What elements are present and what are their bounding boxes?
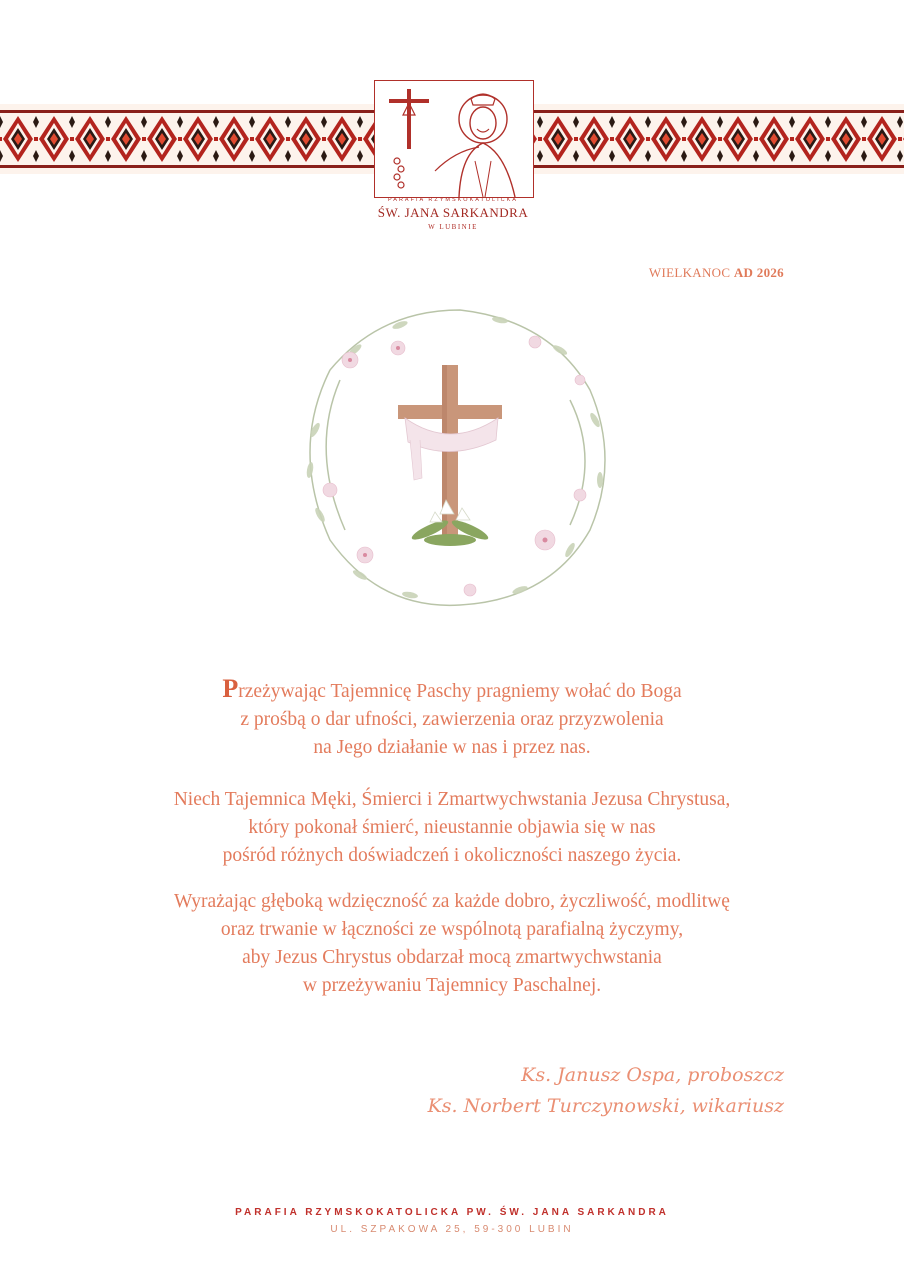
footer-address: UL. SZPAKOWA 25, 59-300 LUBIN	[330, 1224, 574, 1235]
signature-pastor: Ks. Janusz Ospa, proboszcz	[521, 1064, 784, 1086]
paragraph-3-line-1: Wyrażając głęboką wdzięczność za każde dobro, życzliwość, modlitwę	[174, 891, 730, 912]
paragraph-3-line-4: w przeżywaniu Tajemnicy Paschalnej.	[302, 975, 602, 996]
paragraph-1-line-1: Przeżywając Tajemnicę Paschy pragniemy wołać do Boga	[222, 674, 682, 703]
parish-logo	[374, 80, 534, 198]
logo-small-caption: PARAFIA RZYMSKOKATOLICKA	[388, 197, 518, 203]
cross-wreath-icon	[270, 290, 630, 620]
paragraph-1	[60, 675, 844, 762]
signature-vicar: Ks. Norbert Turczynowski, wikariusz	[427, 1095, 784, 1117]
date-year: AD 2026	[733, 265, 784, 280]
logo-location: W LUBINIE	[428, 223, 478, 231]
cross-wreath-illustration	[270, 290, 630, 620]
footer-parish-name: PARAFIA RZYMSKOKATOLICKA PW. ŚW. JANA SARKANDRA	[235, 1207, 669, 1218]
paragraph-3-line-2: oraz trwanie w łączności ze wspólnotą parafialną życzymy,	[220, 919, 684, 940]
date-line	[649, 265, 784, 281]
paragraph-2-line-3: pośród różnych doświadczeń i okoliczności naszego życia.	[222, 845, 682, 866]
paragraph-2-line-2: który pokonał śmierć, nieustannie objawia się w nas	[248, 817, 656, 838]
paragraph-2-line-1: Niech Tajemnica Męki, Śmierci i Zmartwychwstania Jezusa Chrystusa,	[173, 789, 731, 810]
saint-portrait-icon	[375, 81, 533, 197]
paragraph-3	[60, 888, 844, 1000]
date-prefix: WIELKANOC	[648, 265, 731, 280]
paragraph-1-line-2: z prośbą o dar ufności, zawierzenia oraz przyzwolenia	[240, 709, 664, 730]
paragraph-1-line-3: na Jego działanie w nas i przez nas.	[313, 737, 591, 758]
drop-initial: P	[222, 674, 239, 703]
logo-parish-name: ŚW. JANA SARKANDRA	[377, 205, 529, 220]
paragraph-3-line-3: aby Jezus Chrystus obdarzał mocą zmartwychwstania	[242, 947, 662, 968]
paragraph-2	[60, 786, 844, 870]
